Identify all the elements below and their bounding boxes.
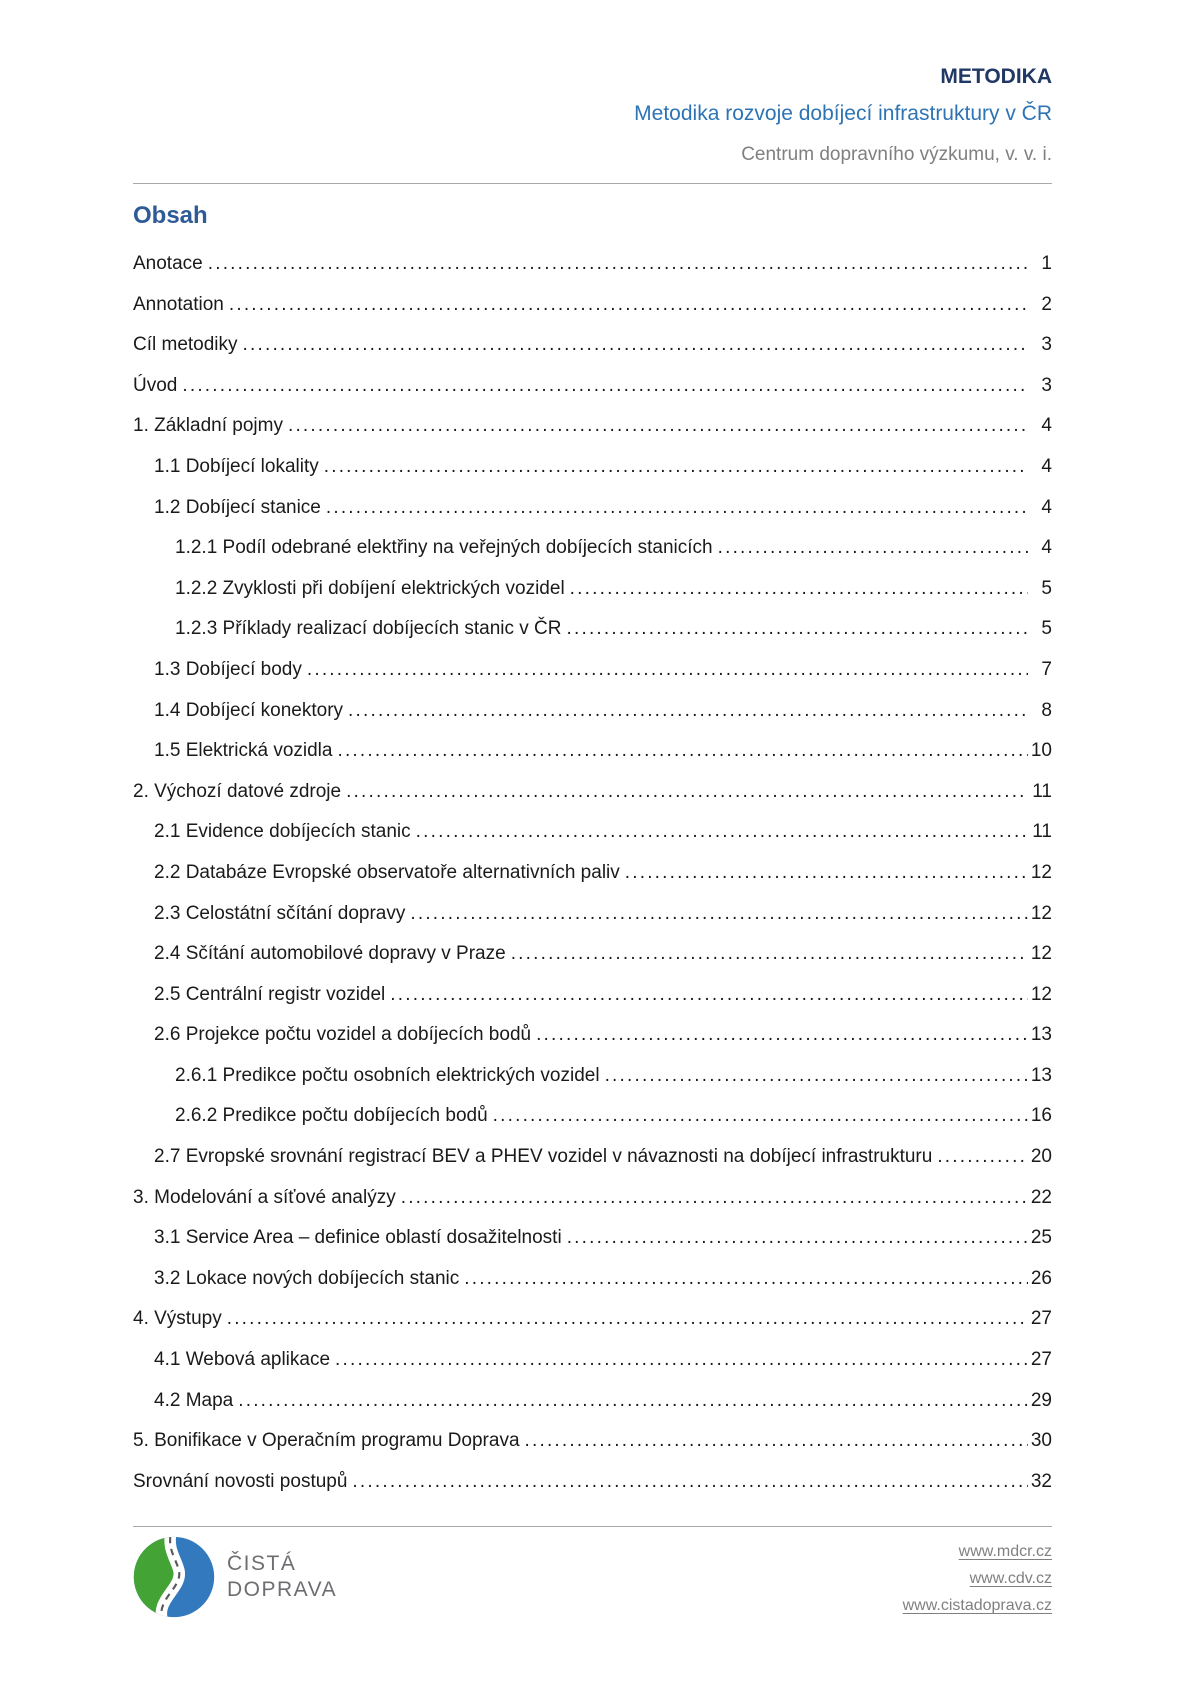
toc-entry-label: 1.1 Dobíjecí lokality — [154, 455, 319, 477]
toc-page-number: 7 — [1041, 658, 1052, 680]
toc-dot-leader — [401, 1178, 1028, 1219]
toc-entry — [133, 691, 1052, 732]
toc-dot-leader — [324, 447, 1028, 488]
toc-dot-leader — [243, 325, 1028, 366]
doc-kicker: METODIKA — [940, 65, 1052, 88]
toc-entry — [133, 1056, 1052, 1097]
toc-page-number: 13 — [1030, 1064, 1052, 1086]
toc-page-number: 10 — [1030, 740, 1052, 762]
toc-dot-leader — [352, 1462, 1028, 1503]
toc-page-number: 26 — [1030, 1267, 1052, 1289]
toc-entry — [133, 812, 1052, 853]
toc-entry-label: 1.2 Dobíjecí stanice — [154, 496, 321, 518]
brand-line-2: DOPRAVA — [227, 1578, 338, 1602]
toc-dot-leader — [493, 1096, 1028, 1137]
toc-page-number: 11 — [1032, 780, 1052, 802]
toc-page-number: 12 — [1030, 943, 1052, 965]
toc-page-number: 30 — [1030, 1430, 1052, 1452]
brand-block — [133, 1536, 337, 1618]
toc-dot-leader — [605, 1056, 1028, 1097]
document-header — [133, 0, 1052, 175]
toc-entry — [133, 1096, 1052, 1137]
toc-entry-label: 3.1 Service Area – definice oblastí dosažitelnosti — [154, 1227, 562, 1249]
toc-dot-leader — [718, 528, 1028, 569]
toc-entry-label: Srovnání novosti postupů — [133, 1470, 348, 1492]
toc-entry — [133, 325, 1052, 366]
toc-page-number: 13 — [1030, 1024, 1052, 1046]
toc-entry-label: 2.3 Celostátní sčítání dopravy — [154, 902, 406, 924]
footer-link[interactable]: www.cdv.cz — [969, 1570, 1052, 1588]
toc-page-number: 25 — [1030, 1227, 1052, 1249]
footer-link[interactable]: www.mdcr.cz — [958, 1543, 1052, 1561]
header-divider — [133, 183, 1052, 184]
toc-entry-label: 1.2.3 Příklady realizací dobíjecích stanic v ČR — [175, 618, 562, 640]
toc-entry — [133, 853, 1052, 894]
toc-entry-label: 1. Základní pojmy — [133, 415, 283, 437]
toc-page-number: 4 — [1041, 496, 1052, 518]
toc-entry — [133, 366, 1052, 407]
toc-page-number: 3 — [1041, 334, 1052, 356]
toc-page-number: 32 — [1030, 1470, 1052, 1492]
toc-dot-leader — [416, 812, 1028, 853]
toc-entry-label: 5. Bonifikace v Operačním programu Doprava — [133, 1430, 520, 1452]
toc-entry — [133, 1421, 1052, 1462]
table-of-contents — [133, 244, 1052, 1502]
toc-page-number: 5 — [1041, 577, 1052, 599]
toc-heading: Obsah — [133, 202, 208, 229]
toc-page-number: 20 — [1030, 1146, 1052, 1168]
toc-dot-leader — [937, 1137, 1028, 1178]
toc-entry — [133, 650, 1052, 691]
toc-page-number: 4 — [1041, 537, 1052, 559]
doc-organization: Centrum dopravního výzkumu, v. v. i. — [741, 144, 1052, 165]
toc-page-number: 27 — [1030, 1349, 1052, 1371]
toc-entry-label: 3.2 Lokace nových dobíjecích stanic — [154, 1267, 460, 1289]
toc-entry — [133, 975, 1052, 1016]
toc-entry — [133, 488, 1052, 529]
toc-page-number: 16 — [1030, 1105, 1052, 1127]
toc-entry — [133, 1015, 1052, 1056]
toc-entry — [133, 244, 1052, 285]
toc-dot-leader — [238, 1381, 1028, 1422]
footer-links — [903, 1536, 1052, 1619]
toc-dot-leader — [208, 244, 1028, 285]
toc-entry — [133, 731, 1052, 772]
toc-page-number: 5 — [1041, 618, 1052, 640]
toc-page-number: 11 — [1032, 821, 1052, 843]
toc-dot-leader — [337, 731, 1028, 772]
toc-dot-leader — [536, 1015, 1028, 1056]
toc-entry-label: 3. Modelování a síťové analýzy — [133, 1186, 396, 1208]
toc-dot-leader — [182, 366, 1028, 407]
toc-dot-leader — [348, 691, 1028, 732]
toc-entry-label: 2.4 Sčítání automobilové dopravy v Praze — [154, 943, 506, 965]
brand-line-1: ČISTÁ — [227, 1552, 297, 1576]
toc-dot-leader — [570, 569, 1028, 610]
toc-page-number: 12 — [1030, 902, 1052, 924]
toc-page-number: 29 — [1030, 1389, 1052, 1411]
toc-dot-leader — [511, 934, 1028, 975]
toc-dot-leader — [567, 609, 1028, 650]
toc-entry-label: 1.5 Elektrická vozidla — [154, 740, 333, 762]
toc-page-number: 4 — [1041, 455, 1052, 477]
toc-entry — [133, 1340, 1052, 1381]
toc-page-number: 12 — [1030, 861, 1052, 883]
toc-entry-label: Cíl metodiky — [133, 334, 238, 356]
toc-entry-label: 2.1 Evidence dobíjecích stanic — [154, 821, 411, 843]
toc-entry-label: 2.6 Projekce počtu vozidel a dobíjecích bodů — [154, 1024, 532, 1046]
toc-entry-label: 1.2.2 Zvyklosti při dobíjení elektrických vozidel — [175, 577, 565, 599]
toc-entry-label: 1.4 Dobíjecí konektory — [154, 699, 344, 721]
toc-entry-label: Úvod — [133, 374, 178, 396]
footer-link[interactable]: www.cistadoprava.cz — [902, 1597, 1052, 1615]
toc-page-number: 4 — [1041, 415, 1052, 437]
toc-entry — [133, 1381, 1052, 1422]
toc-entry-label: Annotation — [133, 293, 224, 315]
toc-entry-label: 4.1 Webová aplikace — [154, 1349, 331, 1371]
toc-entry — [133, 569, 1052, 610]
toc-dot-leader — [307, 650, 1028, 691]
toc-entry-label: 2. Výchozí datové zdroje — [133, 780, 342, 802]
toc-page-number: 2 — [1041, 293, 1052, 315]
toc-entry — [133, 609, 1052, 650]
toc-entry — [133, 1218, 1052, 1259]
toc-entry-label: 4.2 Mapa — [154, 1389, 234, 1411]
toc-entry — [133, 285, 1052, 326]
toc-entry — [133, 894, 1052, 935]
toc-dot-leader — [288, 406, 1028, 447]
toc-dot-leader — [567, 1218, 1028, 1259]
toc-dot-leader — [410, 894, 1028, 935]
toc-entry — [133, 1462, 1052, 1503]
toc-page-number: 22 — [1030, 1186, 1052, 1208]
toc-entry-label: 2.5 Centrální registr vozidel — [154, 983, 386, 1005]
brand-name — [227, 1551, 337, 1603]
toc-dot-leader — [390, 975, 1028, 1016]
toc-entry-label: 2.7 Evropské srovnání registrací BEV a PHEV vozidel v návaznosti na dobíjecí infrastrukturu — [154, 1146, 933, 1168]
toc-page-number: 12 — [1030, 983, 1052, 1005]
toc-entry-label: 2.6.1 Predikce počtu osobních elektrických vozidel — [175, 1064, 600, 1086]
toc-entry-label: 1.2.1 Podíl odebrané elektřiny na veřejných dobíjecích stanicích — [175, 537, 713, 559]
toc-dot-leader — [625, 853, 1028, 894]
document-footer — [133, 1526, 1052, 1619]
toc-page-number: 1 — [1041, 253, 1052, 274]
toc-dot-leader — [326, 488, 1028, 529]
toc-page-number: 8 — [1041, 699, 1052, 721]
toc-page-number: 3 — [1041, 374, 1052, 396]
toc-entry-label: 4. Výstupy — [133, 1308, 222, 1330]
toc-entry-label: 2.2 Databáze Evropské observatoře alternativních paliv — [154, 861, 620, 883]
toc-entry — [133, 447, 1052, 488]
toc-dot-leader — [227, 1299, 1028, 1340]
toc-entry — [133, 772, 1052, 813]
toc-entry — [133, 934, 1052, 975]
toc-page-number: 27 — [1030, 1308, 1052, 1330]
toc-entry — [133, 528, 1052, 569]
toc-entry-label: 1.3 Dobíjecí body — [154, 658, 302, 680]
toc-entry-label: 2.6.2 Predikce počtu dobíjecích bodů — [175, 1105, 488, 1127]
doc-title: Metodika rozvoje dobíjecí infrastruktury v ČR — [634, 102, 1052, 125]
toc-entry — [133, 1178, 1052, 1219]
toc-entry-label: Anotace — [133, 253, 203, 274]
toc-dot-leader — [464, 1259, 1028, 1300]
toc-dot-leader — [335, 1340, 1028, 1381]
toc-dot-leader — [525, 1421, 1028, 1462]
toc-entry — [133, 1259, 1052, 1300]
toc-entry — [133, 406, 1052, 447]
toc-dot-leader — [346, 772, 1028, 813]
toc-entry — [133, 1299, 1052, 1340]
toc-entry — [133, 1137, 1052, 1178]
toc-dot-leader — [229, 285, 1028, 326]
clean-transport-road-logo-icon — [133, 1536, 215, 1618]
